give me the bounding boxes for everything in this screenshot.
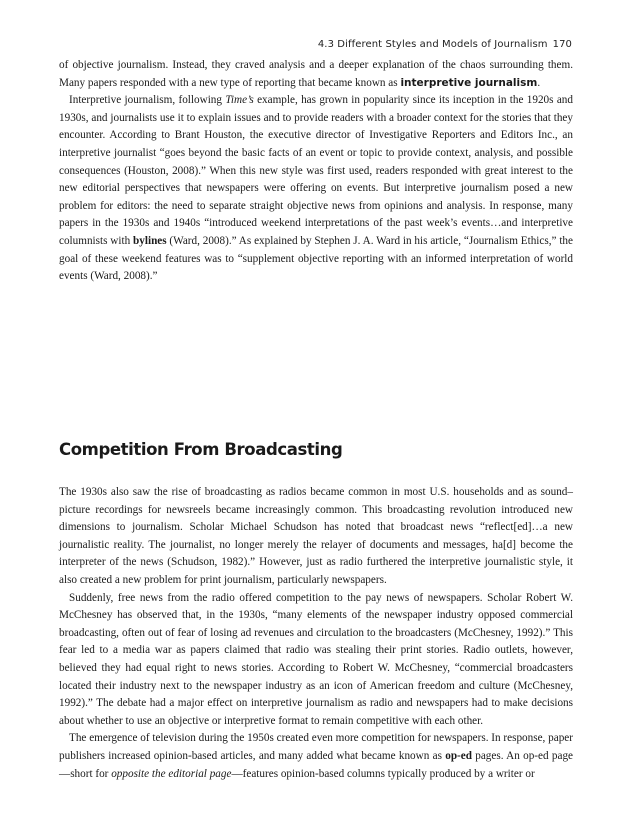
publication-title: Time’s [225,94,254,107]
text-run: The emergence of television during the 1950s created even more competition for newspapers. In response, paper publishers increased opinion-based articles, and many added what became known as [59,732,573,762]
paragraph [59,92,573,286]
key-term: op-ed [445,749,472,762]
text-run: of objective journalism. Instead, they craved analysis and a deeper explanation of the chaos surrounding them. Many papers responded with a new type of reporting that became known as [59,59,573,89]
running-header [318,39,572,50]
text-run: —features opinion-based columns typically produced by a writer or [231,767,535,780]
key-term: interpretive journalism [400,76,538,89]
text-run: Interpretive journalism, following [69,94,226,107]
text-run: example, has grown in popularity since its inception in the 1920s and 1930s, and journalists use it to explain issues and to provide readers with a broader context for the stories that they encounter. According to Brant Houston, the executive director of Investigative Reporters and Editors Inc., an interpretive journalist “goes beyond the basic facts of an event or topic to provide context, analysis, and possible consequences (Houston, 2008).” When this new style was first used, readers responded with great interest to the new editorial perspectives that newspapers were offering on events. But interpretive journalism posed a new problem for editors: the need to separate straight objective news from opinions and analysis. In response, many papers in the 1930s and 1940s “introduced weekend interpretations of the past week’s events…and interpretive columnists with [59,94,573,247]
text-run: (Ward, 2008).” As explained by Stephen J. A. Ward in his article, “Journalism Ethics,” the goal of these weekend features was to “supplement objective reporting with an informed interpretation of world events (Ward, 2008).” [59,234,573,283]
section-body-broadcasting [59,484,573,783]
paragraph: Suddenly, free news from the radio offered competition to the pay news of newspapers. Scholar Robert W. McChesney has observed that, in the 1930s, “many elements of the newspaper industry opposed commercial broadcasting, often out of fear of losing ad revenues and circulation to the broadcasters (McChesney, 1992).” This fear led to a media war as papers claimed that radio was stealing their print stories. Radio outlets, however, believed they had equal right to news stories. According to Robert W. McChesney, “commercial broadcasters located their industry next to the newspaper industry as an icon of American freedom and culture (McChesney, 1992).” The debate had a major effect on interpretive journalism as radio and newspapers had to make decisions about whether to use an objective or interpretive format to remain competitive with each other. [59,591,573,727]
header-section-title: 4.3 Different Styles and Models of Journalism [317,39,548,50]
paragraph: The 1930s also saw the rise of broadcasting as radios became common in most U.S. households and as sound–picture recordings for newsreels became increasingly common. This broadcasting revolution introduced new dimensions to journalism. Scholar Michael Schudson has noted that broadcast news “reflect[ed]…a new journalistic reality. The journalist, no longer merely the relayer of documents and messages, ha[d] become the interpreter of the news (Schudson, 1982).” However, just as radio furthered the interpretive journalistic style, it also created a new problem for print journalism, particularly newspapers. [59,486,573,586]
paragraph [59,730,573,783]
page-number: 170 [552,39,572,50]
text-run: . [537,76,541,89]
text-run: pages. An op-ed page—short for [59,749,573,780]
italic-phrase: opposite the editorial page [111,767,232,780]
key-term: bylines [133,234,167,247]
section-heading: Competition From Broadcasting [59,440,343,459]
paragraph [59,57,573,92]
section-body-interpretive [59,57,573,286]
